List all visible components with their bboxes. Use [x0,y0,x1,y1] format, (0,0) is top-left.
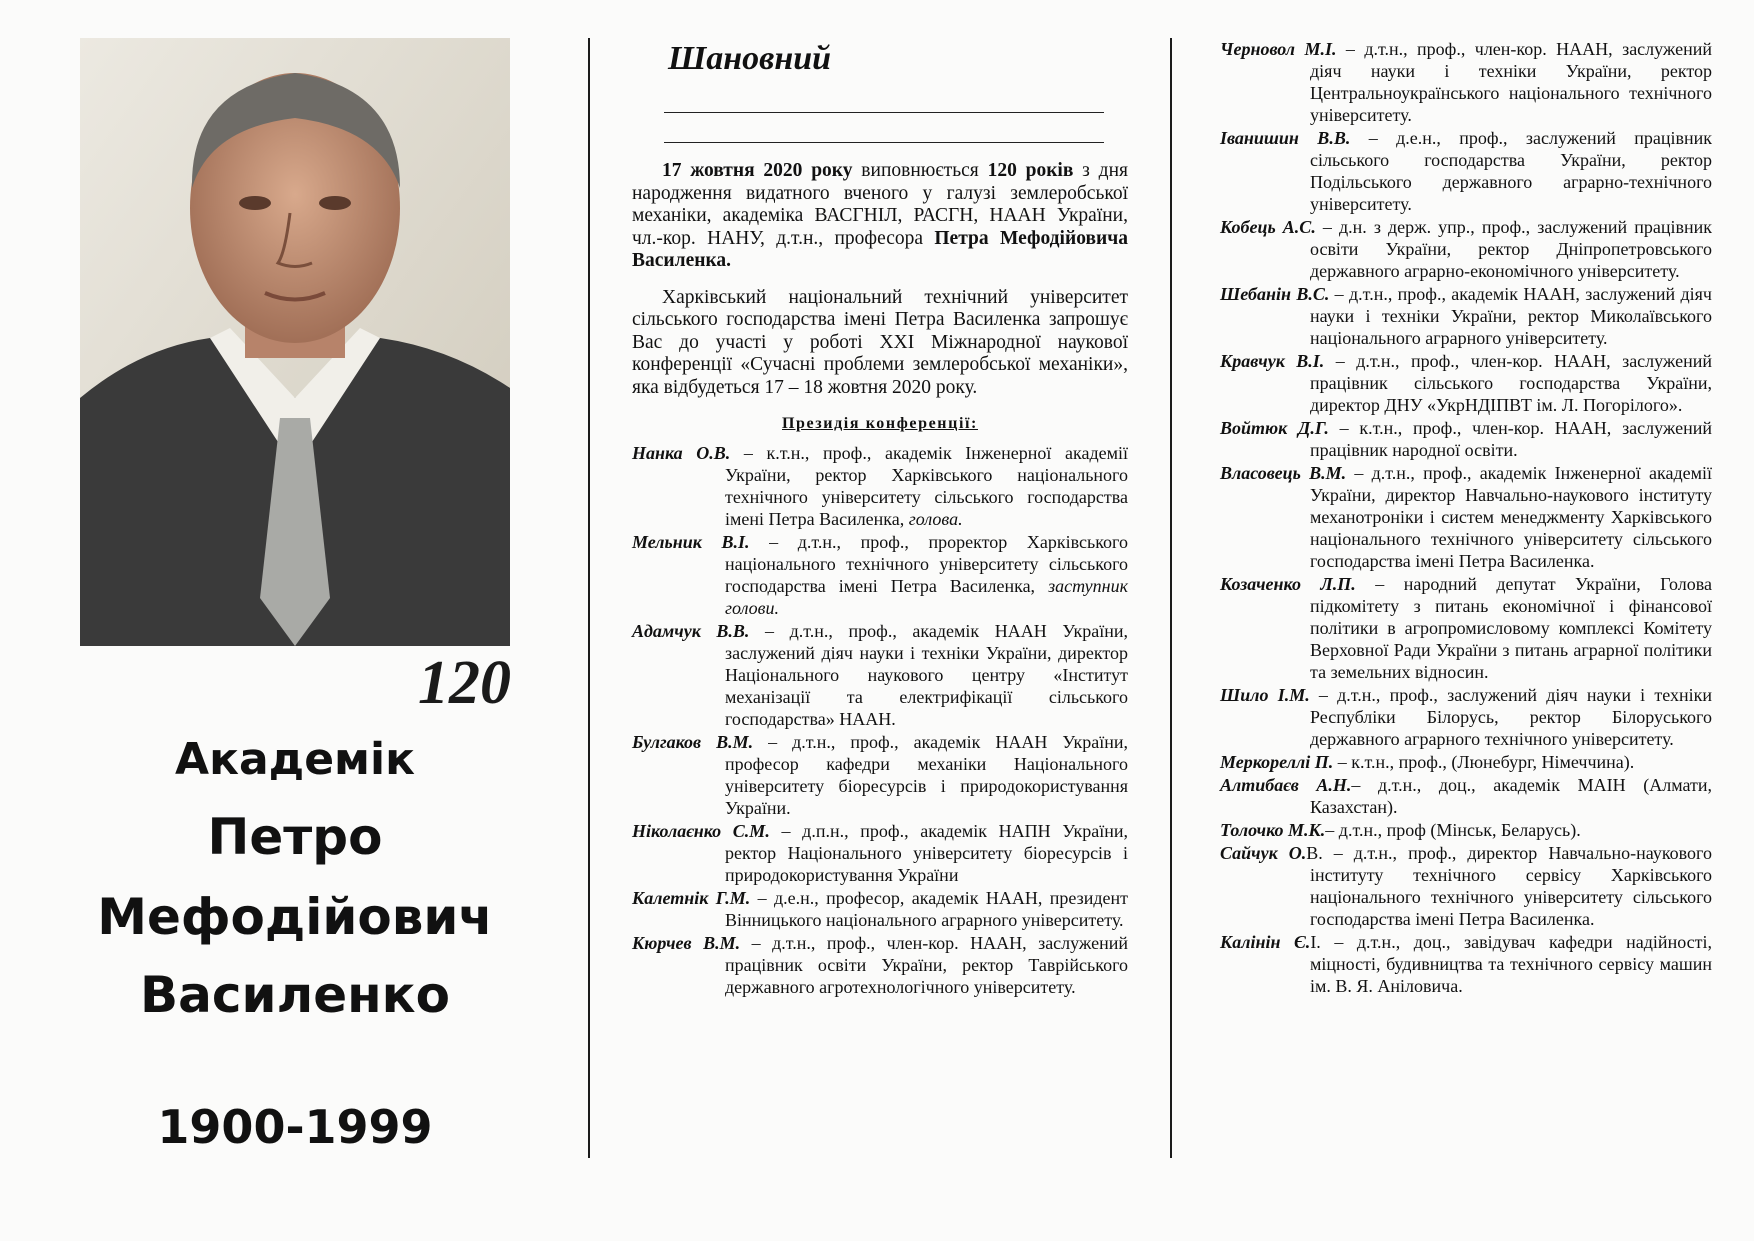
anniversary-number: 120 [418,649,511,717]
member-name: Кюрчев В.М. [632,932,741,953]
presidium-member [1220,684,1712,750]
member-description: – д.т.н., проф., академік НААН України, професор кафедри механіки Національного університету біоресурсів і природокористування України. [725,731,1129,818]
presidium-heading: Президія конференції: [782,415,978,432]
presidium-member [632,932,1128,998]
member-description: – д.т.н., проф., проректор Харківського національного технічного університету сільського господарства імені Петра Василенка, [725,531,1128,596]
member-description: – д.т.н., проф., академік НААН, заслужений діяч науки і техніки України, ректор Миколаївського національного аграрного університету. [1310,284,1712,348]
member-name: Черновол М.І. [1220,39,1337,59]
presidium-member [1220,462,1712,572]
member-description: І. – д.т.н., доц., завідувач кафедри надійності, міцності, будивництва та технічного сервісу машин ім. В. Я. Аніловича. [1310,932,1713,996]
presidium-member [632,731,1128,819]
member-description: – д.п.н., проф., академік НАПН України, ректор Національного університету біоресурсів і природокористування України [725,820,1129,885]
member-name: Нанка О.В. [632,442,731,463]
member-description: – д.т.н., проф., академік Інженерної академії України, директор Навчально-наукового інституту механотроніки і систем менеджменту Харківського національного технічного університету сільського господарства імені Петра Василенка. [1310,463,1712,571]
member-description: – к.т.н., проф., академік Інженерної академії України, ректор Харківського національного технічного університету сільського господарства імені Петра Василенка, [725,442,1128,529]
presidium-member [1220,417,1712,461]
column-divider-right [1170,38,1172,1158]
presidium-member [1220,931,1712,997]
member-name: Адамчук В.В. [632,620,750,641]
member-name: Кобець А.С. [1220,217,1316,237]
life-years: 1900-1999 [157,1100,433,1154]
presidium-member [632,442,1128,530]
intro-text-2: з дня народження видатного вченого у галузі землеробської механіки, академіка ВАСГНІЛ, РАСГН, НААН України, чл.-кор. НАНУ, д.т.н., професора [632,160,1129,249]
presidium-member [1220,216,1712,282]
presidium-member [1220,283,1712,349]
member-description: – д.т.н., проф., член-кор. НААН, заслужений працівник освіти України, ректор Таврійського державного агротехнологічного університету. [725,932,1128,997]
member-description: В. – д.т.н., проф., директор Навчально-наукового інституту технічного сервісу Харківського національного технічного університету сільського господарства імені Петра Василенка. [1306,843,1712,929]
member-description: – д.т.н., проф (Мінськ, Беларусь). [1325,820,1581,840]
honoree-first-name: Петро [207,808,383,866]
honoree-surname: Василенко [140,966,450,1024]
middle-column [632,160,1128,999]
member-description: – к.т.н., проф., (Люнебург, Німеччина). [1333,752,1635,772]
member-name: Шило І.М. [1220,685,1310,705]
presidium-member [1220,127,1712,215]
intro-paragraph [632,160,1128,273]
member-name: Сайчук О. [1220,843,1307,863]
member-description: – к.т.н., проф., член-кор. НААН, заслужений працівник народної освіти. [1310,418,1712,460]
member-name: Шебанін В.С. [1220,284,1330,304]
greeting: Шановний [668,40,832,77]
member-name: Булгаков В.М. [632,731,754,752]
addressee-blank-line [664,142,1104,143]
presidium-member [632,887,1128,931]
presidium-list-middle [632,442,1128,998]
portrait-photo [80,38,510,646]
invitation-paragraph: Харківський національний технічний університет сільського господарства імені Петра Василенка запрошує Вас до участі у роботі XXI Міжнародної наукової конференції «Сучасні проблеми землеробської механіки», яка відбудеться 17 – 18 жовтня 2020 року. [632,286,1128,398]
member-name: Калінін Є. [1220,932,1311,952]
member-name: Толочко М.К. [1220,820,1326,840]
member-name: Козаченко Л.П. [1220,574,1356,594]
member-role: заступник голови. [725,575,1128,618]
member-description: – д.т.н., доц., академік МАІН (Алмати, Казахстан). [1310,775,1713,817]
column-divider-left [588,38,590,1158]
presidium-member [632,531,1128,619]
member-name: Меркореллі П. [1220,752,1334,772]
portrait-illustration [80,38,510,646]
member-name: Калетнік Г.М. [632,887,751,908]
honoree-patronymic: Мефодійович [97,888,493,946]
presidium-member [1220,751,1712,773]
presidium-member [632,620,1128,730]
member-description: – д.т.н., проф., член-кор. НААН, заслужений працівник сільського господарства України, директор ДНУ «УкрНДІПВТ ім. Л. Погорілого». [1310,351,1712,415]
presidium-list-right [1220,38,1712,997]
intro-years: 120 років [987,160,1074,181]
member-description: – народний депутат України, Голова підкомітету з питань економічної і фінансової політики в агропромисловому комплексі Комітету Верховної Ради України з питань аграрної політики та земельних відносин. [1310,574,1712,682]
member-description: – д.т.н., проф., академік НААН України, заслужений діяч науки і техніки України, директор Національного наукового центру «Інститут механізації та електрифікації сільського господарства» НААН. [725,620,1128,729]
member-description: – д.т.н., проф., заслужений діяч науки і техніки Республіки Білорусь, ректор Білоруського державного аграрного технічного університету. [1309,685,1712,749]
presidium-member [1220,842,1712,930]
member-description: – д.е.н., професор, академік НААН, президент Вінницького національного аграрного університету. [725,887,1129,930]
right-column [1220,38,1712,998]
presidium-member [1220,573,1712,683]
presidium-member [632,820,1128,886]
member-name: Мельник В.І. [632,531,750,552]
member-name: Власовець В.М. [1220,463,1347,483]
member-name: Алтибаєв А.Н. [1220,775,1352,795]
member-name: Іванишин В.В. [1220,128,1351,148]
honoree-title: Академік [175,734,415,785]
presidium-member [1220,819,1712,841]
intro-text-1: виповнюється [852,160,988,181]
member-name: Ніколаєнко С.М. [632,820,770,841]
presidium-member [1220,774,1712,818]
intro-date: 17 жовтня 2020 року [662,160,853,181]
member-description: – д.н. з держ. упр., проф., заслужений працівник освіти України, ректор Дніпропетровського державного аграрно-економічного університету. [1310,217,1712,281]
member-name: Войтюк Д.Г. [1220,418,1329,438]
member-description: – д.т.н., проф., член-кор. НААН, заслужений діяч науки і техніки України, ректор Центральноукраїнського національного технічного університету. [1310,39,1713,125]
member-description: – д.е.н., проф., заслужений працівник сільського господарства України, ректор Подільського державного аграрно-технічного університету. [1310,128,1713,214]
intro-name: Петра Мефодійовича Василенка. [632,227,1128,271]
addressee-blank-line [664,112,1104,113]
presidium-member [1220,350,1712,416]
member-role: голова. [908,508,963,529]
presidium-member [1220,38,1712,126]
member-name: Кравчук В.І. [1220,351,1325,371]
